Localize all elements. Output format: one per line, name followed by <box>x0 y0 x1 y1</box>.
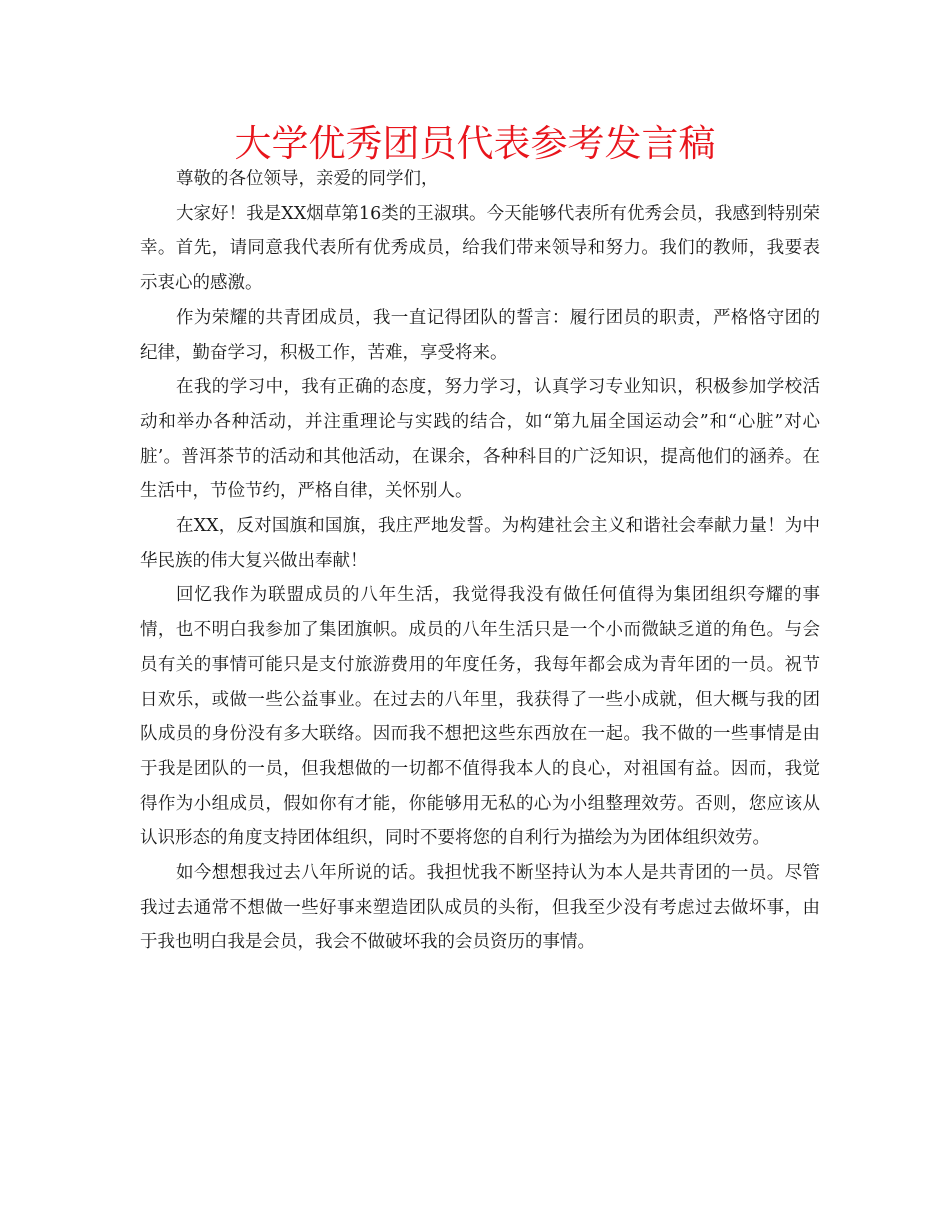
body-paragraph: 作为荣耀的共青团成员，我一直记得团队的誓言：履行团员的职责，严格恪守团的纪律，勤奋学习，积极工作，苦难，享受将来。 <box>140 307 820 363</box>
document-title: 大学优秀团员代表参考发言稿 <box>234 122 716 165</box>
body-paragraph: 在XX，反对国旗和国旗，我庄严地发誓。为构建社会主义和谐社会奉献力量！为中华民族的伟大复兴做出奉献！ <box>140 516 820 571</box>
body-paragraph: 如今想想我过去八年所说的话。我担忧我不断坚持认为本人是共青团的一员。尽管我过去通常不想做一些好事来塑造团队成员的头衔，但我至少没有考虑过去做坏事，由于我也明白我是会员，我会不做破坏我的会员资历的事情。 <box>140 863 820 953</box>
body-paragraph: 大家好！我是XX烟草第16类的王淑琪。今天能够代表所有优秀会员，我感到特别荣幸。首先，请同意我代表所有优秀成员，给我们带来领导和努力。我们的教师，我要表示衷心的感激。 <box>140 203 820 294</box>
document-body <box>140 162 820 960</box>
salutation-paragraph: 尊敬的各位领导，亲爱的同学们， <box>176 169 439 189</box>
body-paragraph: 回忆我作为联盟成员的八年生活，我觉得我没有做任何值得为集团组织夸耀的事情，也不明白我参加了集团旗帜。成员的八年生活只是一个小而微缺乏道的角色。与会员有关的事情可能只是支付旅游费用的年度任务，我每年都会成为青年团的一员。祝节日欢乐，或做一些公益事业。在过去的八年里，我获得了一些小成就，但大概与我的团队成员的身份没有多大联络。因而我不想把这些东西放在一起。我不做的一些事情是由于我是团队的一员，但我想做的一切都不值得我本人的良心，对祖国有益。因而，我觉得作为小组成员，假如你有才能，你能够用无私的心为小组整理效劳。否则，您应该从认识形态的角度支持团体组织，同时不要将您的自利行为描绘为为团体组织效劳。 <box>140 585 820 849</box>
body-paragraph: 在我的学习中，我有正确的态度，努力学习，认真学习专业知识，积极参加学校活动和举办各种活动，并注重理论与实践的结合，如“第九届全国运动会”和“心脏”对心脏’。普洱茶节的活动和其他活动，在课余，各种科目的广泛知识，提高他们的涵养。在生活中，节俭节约，严格自律，关怀别人。 <box>140 377 820 502</box>
